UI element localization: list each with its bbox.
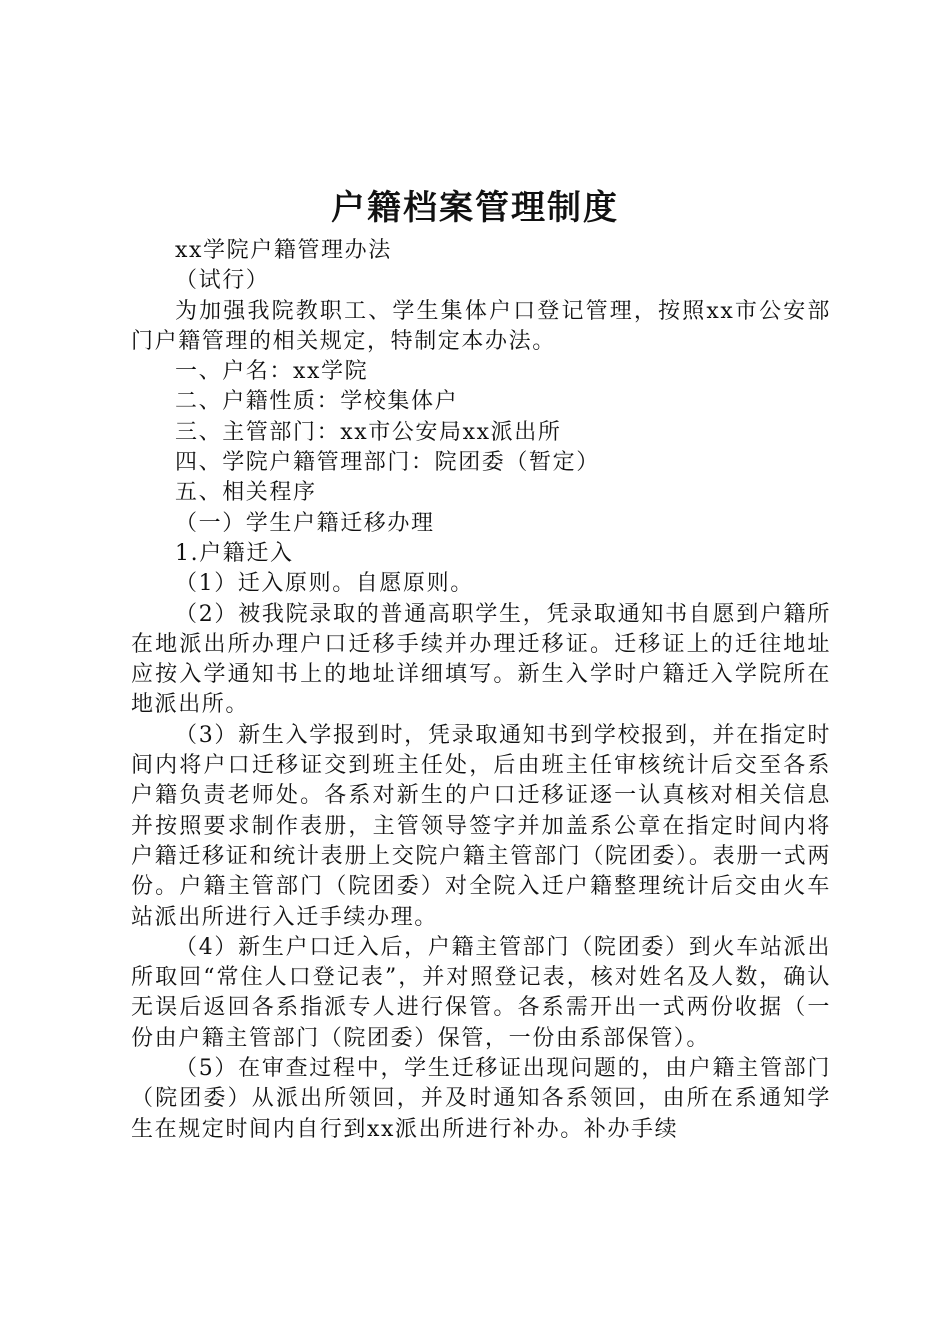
document-body [131, 236, 831, 1145]
paragraph-section-1: （一）学生户籍迁移办理 [175, 510, 435, 536]
paragraph-intro: 为加强我院教职工、学生集体户口登记管理，按照xx市公安部门户籍管理的相关规定，特制定本办法。 [131, 298, 831, 354]
paragraph-item-4: 四、学院户籍管理部门：院团委（暂定） [175, 450, 600, 476]
paragraph-clause-1: （1）迁入原则。自愿原则。 [175, 571, 474, 597]
paragraph-clause-4: （4）新生户口迁入后，户籍主管部门（院团委）到火车站派出所取回“常住人口登记表”，并对照登记表，核对姓名及人数，确认无误后返回各系指派专人进行保管。各系需开出一式两份收据（一份由户籍主管部门（院团委）保管，一份由系部保管）。 [131, 934, 831, 1051]
paragraph-item-1: 一、户名：xx学院 [175, 359, 369, 385]
paragraph-subtitle: xx学院户籍管理办法 [175, 238, 392, 263]
paragraph-item-3: 三、主管部门：xx市公安局xx派出所 [175, 419, 562, 445]
paragraph-item-2: 二、户籍性质：学校集体户 [175, 389, 459, 415]
paragraph-clause-5: （5）在审查过程中，学生迁移证出现问题的，由户籍主管部门（院团委）从派出所领回，并及时通知各系领回，由所在系通知学生在规定时间内自行到xx派出所进行补办。补办手续 [131, 1056, 831, 1142]
paragraph-item-5: 五、相关程序 [175, 480, 317, 506]
paragraph-trial-note: （试行） [175, 268, 270, 294]
paragraph-subsection-1: 1.户籍迁入 [175, 540, 294, 566]
document-title: 户籍档案管理制度 [331, 188, 619, 228]
paragraph-clause-3: （3）新生入学报到时，凭录取通知书到学校报到，并在指定时间内将户口迁移证交到班主任处，后由班主任审核统计后交至各系户籍负责老师处。各系对新生的户口迁移证逐一认真核对相关信息并按照要求制作表册，主管领导签字并加盖系公章在指定时间内将户籍迁移证和统计表册上交院户籍主管部门（院团委）。表册一式两份。户籍主管部门（院团委）对全院入迁户籍整理统计后交由火车站派出所进行入迁手续办理。 [131, 722, 831, 930]
paragraph-clause-2: （2）被我院录取的普通高职学生，凭录取通知书自愿到户籍所在地派出所办理户口迁移手续并办理迁移证。迁移证上的迁往地址应按入学通知书上的地址详细填写。新生入学时户籍迁入学院所在地派出所。 [131, 601, 831, 718]
